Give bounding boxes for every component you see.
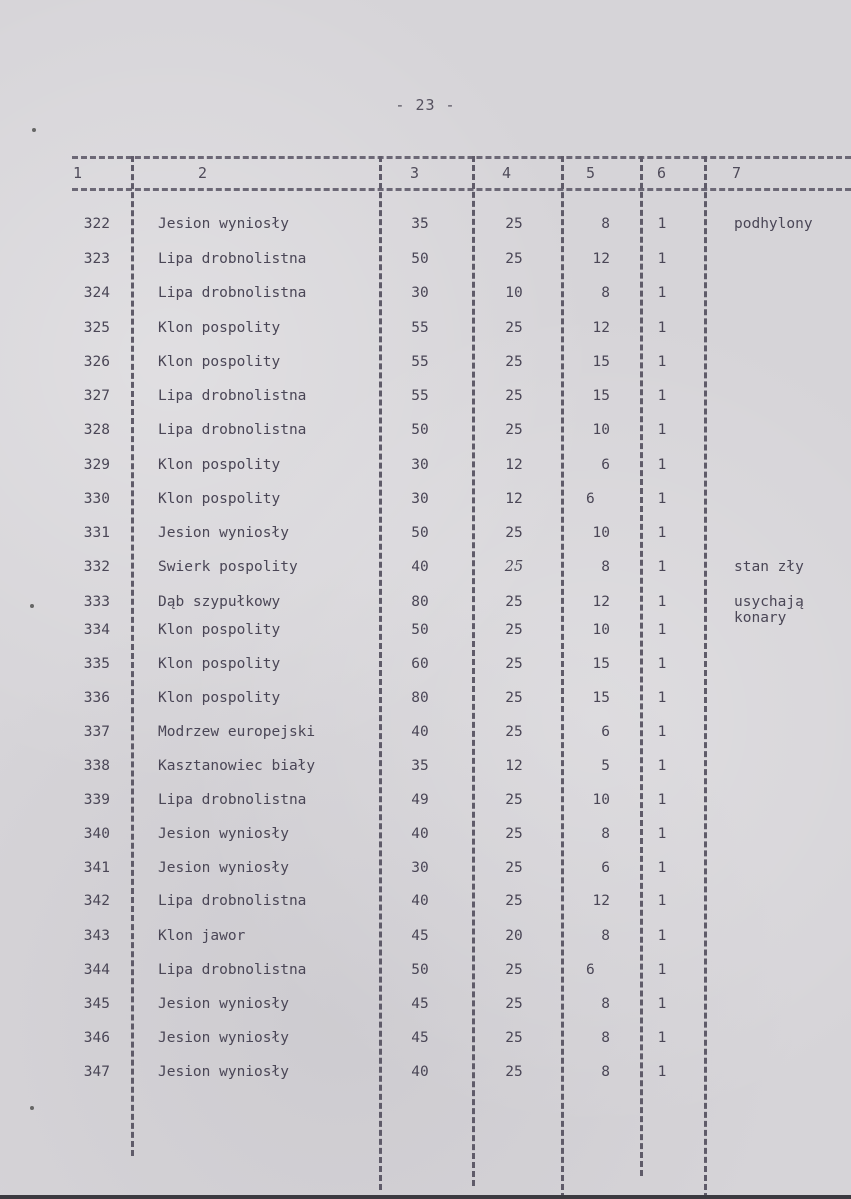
col6-value: 1 — [657, 320, 667, 336]
table-row — [0, 457, 851, 477]
header-col-3: 3 — [410, 164, 420, 182]
col6-value: 1 — [657, 285, 667, 301]
col4-value: 25 — [505, 893, 523, 909]
col6-value: 1 — [657, 893, 667, 909]
species-name: Kasztanowiec biały — [158, 758, 316, 774]
col4-value: 25 — [505, 962, 523, 978]
col3-value: 40 — [411, 893, 429, 909]
col3-value: 40 — [411, 559, 429, 575]
table-row — [0, 962, 851, 982]
header-bottom-rule — [72, 188, 851, 191]
table-row — [0, 826, 851, 846]
table-row — [0, 1030, 851, 1050]
species-name: Lipa drobnolistna — [158, 285, 307, 301]
species-name: Lipa drobnolistna — [158, 962, 307, 978]
row-number: 347 — [83, 1064, 110, 1080]
row-number: 340 — [83, 826, 110, 842]
col4-value: 25 — [505, 1064, 523, 1080]
col5-value: 15 — [592, 690, 610, 706]
col4-value: 25 — [505, 622, 523, 638]
col4-value: 25 — [505, 216, 523, 232]
col4-value: 25 — [505, 525, 523, 541]
table-row — [0, 251, 851, 271]
col3-value: 45 — [411, 996, 429, 1012]
col6-value: 1 — [657, 422, 667, 438]
col3-value: 55 — [411, 354, 429, 370]
col3-value: 45 — [411, 928, 429, 944]
row-number: 339 — [83, 792, 110, 808]
col5-value: 6 — [601, 724, 610, 740]
col5-value: 10 — [592, 422, 610, 438]
col4-value: 25 — [505, 826, 523, 842]
col3-value: 80 — [411, 594, 429, 610]
col6-value: 1 — [657, 928, 667, 944]
species-name: Klon pospolity — [158, 690, 281, 706]
col4-value: 25 — [505, 792, 523, 808]
row-number: 337 — [83, 724, 110, 740]
row-number: 322 — [83, 216, 110, 232]
table-row — [0, 622, 851, 642]
col5-value: 8 — [601, 1030, 610, 1046]
species-name: Klon pospolity — [158, 622, 281, 638]
col6-value: 1 — [657, 826, 667, 842]
col3-value: 40 — [411, 1064, 429, 1080]
col5-value: 6 — [601, 457, 610, 473]
table-row — [0, 996, 851, 1016]
species-name: Lipa drobnolistna — [158, 422, 307, 438]
col5-value: 6 — [586, 962, 595, 978]
col4-value: 20 — [505, 928, 523, 944]
table-row — [0, 388, 851, 408]
row-number: 323 — [83, 251, 110, 267]
header-top-rule — [72, 156, 851, 159]
table-row — [0, 525, 851, 545]
table-row — [0, 893, 851, 913]
species-name: Lipa drobnolistna — [158, 792, 307, 808]
col4-value: 12 — [505, 758, 523, 774]
col3-value: 80 — [411, 690, 429, 706]
species-name: Jesion wyniosły — [158, 216, 289, 232]
col3-value: 50 — [411, 422, 429, 438]
species-name: Klon pospolity — [158, 656, 281, 672]
col4-value: 25 — [505, 320, 523, 336]
col5-value: 8 — [601, 216, 610, 232]
scan-bottom-edge — [0, 1195, 851, 1199]
col6-value: 1 — [657, 996, 667, 1012]
col6-value: 1 — [657, 457, 667, 473]
col6-value: 1 — [657, 1064, 667, 1080]
col6-value: 1 — [657, 656, 667, 672]
col6-value: 1 — [657, 559, 667, 575]
col4-value: 25 — [505, 388, 523, 404]
table-row — [0, 792, 851, 812]
col5-value: 10 — [592, 622, 610, 638]
table-row — [0, 860, 851, 880]
col5-value: 15 — [592, 354, 610, 370]
remark: podhylony — [734, 216, 813, 232]
species-name: Klon jawor — [158, 928, 246, 944]
col3-value: 49 — [411, 792, 429, 808]
table-row — [0, 422, 851, 442]
species-name: Jesion wyniosły — [158, 525, 289, 541]
col4-value: 12 — [505, 491, 523, 507]
col3-value: 30 — [411, 860, 429, 876]
row-number: 345 — [83, 996, 110, 1012]
col6-value: 1 — [657, 724, 667, 740]
col4-value: 25 — [505, 422, 523, 438]
col6-value: 1 — [657, 594, 667, 610]
header-col-6: 6 — [657, 164, 667, 182]
col4-value: 10 — [505, 285, 523, 301]
species-name: Klon pospolity — [158, 354, 281, 370]
species-name: Jesion wyniosły — [158, 1030, 289, 1046]
species-name: Lipa drobnolistna — [158, 251, 307, 267]
row-number: 327 — [83, 388, 110, 404]
col5-value: 8 — [601, 285, 610, 301]
col6-value: 1 — [657, 1030, 667, 1046]
remark-333-line-1: usychają — [734, 594, 804, 610]
header-col-5: 5 — [586, 164, 596, 182]
species-name: Lipa drobnolistna — [158, 893, 307, 909]
col5-value: 8 — [601, 826, 610, 842]
col4-value: 25 — [505, 996, 523, 1012]
row-number: 334 — [83, 622, 110, 638]
table-row — [0, 928, 851, 948]
species-name: Swierk pospolity — [158, 559, 298, 575]
col4-handwritten-value: 25 — [504, 559, 524, 575]
col6-value: 1 — [657, 491, 667, 507]
header-col-7: 7 — [732, 164, 742, 182]
col3-value: 50 — [411, 962, 429, 978]
row-number: 330 — [83, 491, 110, 507]
table-row — [0, 285, 851, 305]
col3-value: 55 — [411, 388, 429, 404]
col5-value: 10 — [592, 525, 610, 541]
col4-value: 25 — [505, 656, 523, 672]
table-row — [0, 758, 851, 778]
page-number: - 23 - — [395, 96, 456, 114]
col4-value: 25 — [505, 251, 523, 267]
col4-value: 25 — [505, 1030, 523, 1046]
table-row — [0, 594, 851, 614]
col3-value: 35 — [411, 758, 429, 774]
row-number: 325 — [83, 320, 110, 336]
margin-mark — [30, 1106, 34, 1110]
col6-value: 1 — [657, 962, 667, 978]
col6-value: 1 — [657, 388, 667, 404]
species-name: Klon pospolity — [158, 320, 281, 336]
species-name: Klon pospolity — [158, 457, 281, 473]
col4-value: 25 — [505, 724, 523, 740]
table-row — [0, 320, 851, 340]
margin-mark — [32, 128, 36, 132]
species-name: Jesion wyniosły — [158, 996, 289, 1012]
col3-value: 60 — [411, 656, 429, 672]
row-number: 332 — [83, 559, 110, 575]
row-number: 341 — [83, 860, 110, 876]
species-name: Klon pospolity — [158, 491, 281, 507]
header-col-2: 2 — [198, 164, 208, 182]
species-name: Modrzew europejski — [158, 724, 316, 740]
col4-value: 25 — [505, 594, 523, 610]
col4-value: 25 — [505, 354, 523, 370]
col6-value: 1 — [657, 860, 667, 876]
col3-value: 50 — [411, 251, 429, 267]
species-name: Jesion wyniosły — [158, 1064, 289, 1080]
row-number: 344 — [83, 962, 110, 978]
row-number: 335 — [83, 656, 110, 672]
row-number: 333 — [83, 594, 110, 610]
col5-value: 6 — [586, 491, 595, 507]
table-row — [0, 354, 851, 374]
col3-value: 35 — [411, 216, 429, 232]
col3-value: 40 — [411, 826, 429, 842]
col3-value: 30 — [411, 457, 429, 473]
col4-value: 25 — [505, 690, 523, 706]
row-number: 346 — [83, 1030, 110, 1046]
col5-value: 12 — [592, 594, 610, 610]
col5-value: 6 — [601, 860, 610, 876]
col6-value: 1 — [657, 251, 667, 267]
col5-value: 8 — [601, 559, 610, 575]
col6-value: 1 — [657, 525, 667, 541]
table-row — [0, 724, 851, 744]
col5-value: 15 — [592, 656, 610, 672]
col6-value: 1 — [657, 354, 667, 370]
col3-value: 50 — [411, 622, 429, 638]
col3-value: 30 — [411, 285, 429, 301]
table-row — [0, 690, 851, 710]
remark-333-line-2: konary — [734, 610, 787, 626]
col3-value: 40 — [411, 724, 429, 740]
col6-value: 1 — [657, 690, 667, 706]
col5-value: 5 — [601, 758, 610, 774]
row-number: 329 — [83, 457, 110, 473]
species-name: Jesion wyniosły — [158, 860, 289, 876]
col6-value: 1 — [657, 622, 667, 638]
row-number: 336 — [83, 690, 110, 706]
col4-value: 12 — [505, 457, 523, 473]
row-number: 324 — [83, 285, 110, 301]
species-name: Jesion wyniosły — [158, 826, 289, 842]
table-row — [0, 491, 851, 511]
table-row — [0, 559, 851, 579]
col5-value: 12 — [592, 320, 610, 336]
row-number: 342 — [83, 893, 110, 909]
row-number: 328 — [83, 422, 110, 438]
species-name: Dąb szypułkowy — [158, 594, 281, 610]
col5-value: 10 — [592, 792, 610, 808]
table-row — [0, 1064, 851, 1084]
col3-value: 55 — [411, 320, 429, 336]
row-number: 326 — [83, 354, 110, 370]
col6-value: 1 — [657, 216, 667, 232]
margin-mark — [30, 604, 34, 608]
row-number: 338 — [83, 758, 110, 774]
remark: stan zły — [734, 559, 804, 575]
col5-value: 8 — [601, 928, 610, 944]
header-col-4: 4 — [502, 164, 512, 182]
col5-value: 12 — [592, 251, 610, 267]
col5-value: 8 — [601, 996, 610, 1012]
col3-value: 45 — [411, 1030, 429, 1046]
col4-value: 25 — [505, 860, 523, 876]
table-row — [0, 216, 851, 236]
col3-value: 30 — [411, 491, 429, 507]
species-name: Lipa drobnolistna — [158, 388, 307, 404]
row-number: 331 — [83, 525, 110, 541]
row-number: 343 — [83, 928, 110, 944]
col3-value: 50 — [411, 525, 429, 541]
col5-value: 8 — [601, 1064, 610, 1080]
col5-value: 12 — [592, 893, 610, 909]
table-row — [0, 656, 851, 676]
col6-value: 1 — [657, 792, 667, 808]
col5-value: 15 — [592, 388, 610, 404]
header-col-1: 1 — [73, 164, 83, 182]
col6-value: 1 — [657, 758, 667, 774]
